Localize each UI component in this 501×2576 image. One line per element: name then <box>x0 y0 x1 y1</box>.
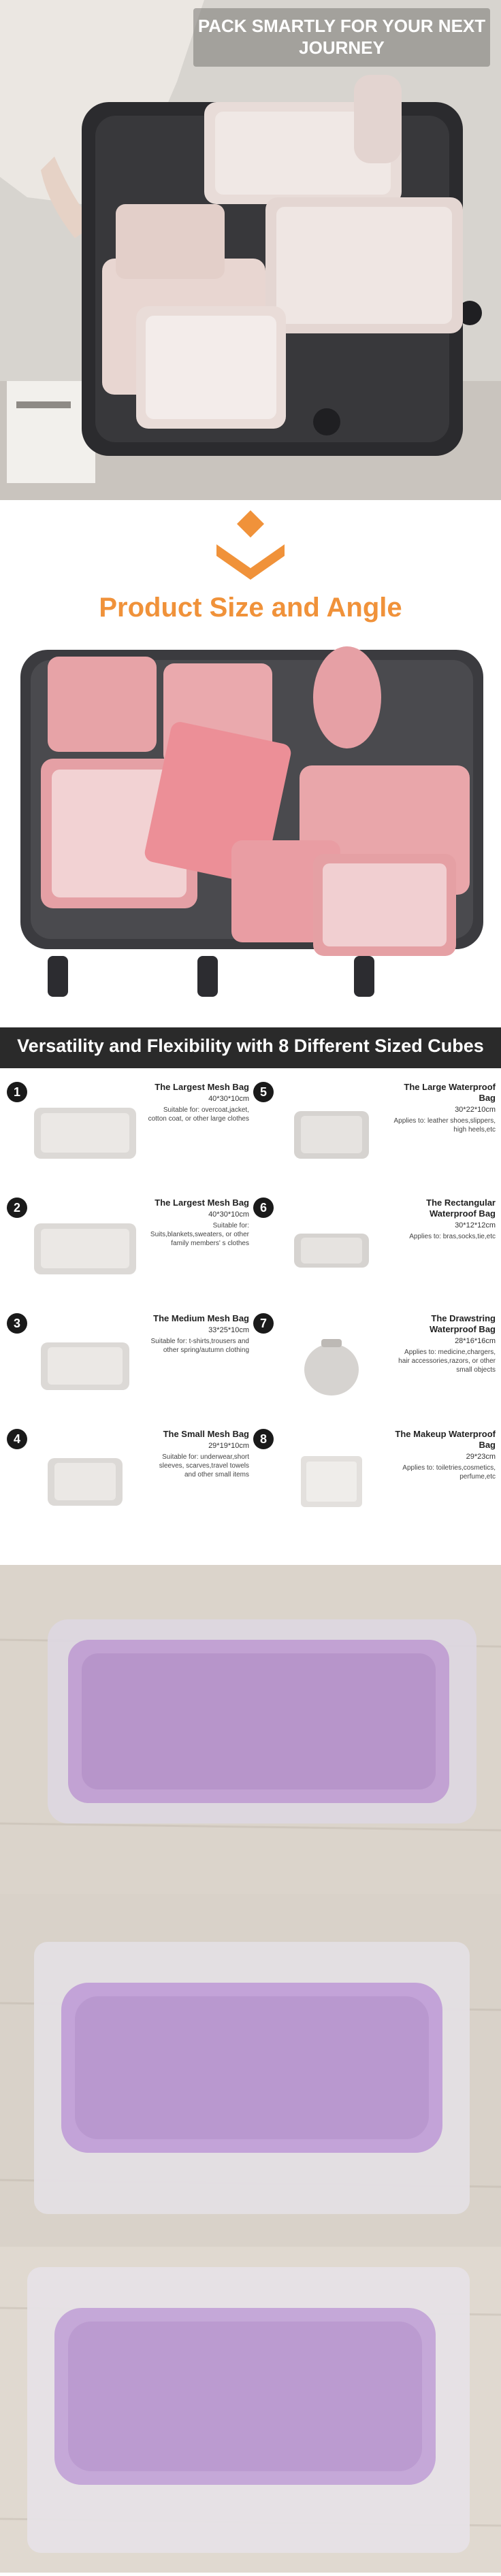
cube-item <box>253 1082 497 1177</box>
packaged-product-photo <box>0 1565 501 1894</box>
cube-item <box>7 1082 251 1177</box>
cube-image <box>20 1101 147 1166</box>
cube-number: 1 <box>7 1082 27 1102</box>
hero-banner-text: PACK SMARTLY FOR YOUR NEXT JOURNEY <box>197 16 486 58</box>
cube-image <box>267 1217 393 1281</box>
product-angle-section <box>0 500 501 1027</box>
cube-desc: Suitable for: t-shirts,trousers and other spring/autumn clothing <box>150 1338 249 1354</box>
cube-size: 29*19*10cm <box>208 1442 249 1450</box>
cube-number: 2 <box>7 1198 27 1218</box>
cube-name: The Largest Mesh Bag <box>155 1082 249 1092</box>
cube-image <box>267 1332 393 1397</box>
cube-name: The Makeup Waterproof Bag <box>395 1429 496 1450</box>
cube-item <box>7 1429 251 1524</box>
cube-number: 7 <box>253 1313 274 1334</box>
packaged-bag-image <box>0 1565 501 1894</box>
cube-image <box>20 1332 147 1397</box>
cube-name: The Drawstring Waterproof Bag <box>429 1313 496 1334</box>
cube-number: 6 <box>253 1198 274 1218</box>
cubes-heading-bar <box>0 1027 501 1068</box>
hero-banner <box>193 8 490 67</box>
cube-size: 33*25*10cm <box>208 1326 249 1334</box>
cube-item <box>7 1313 251 1408</box>
cube-item <box>253 1429 497 1524</box>
hero-section <box>0 0 501 500</box>
cube-image <box>267 1101 393 1166</box>
packaged-bag-image <box>0 1894 501 2247</box>
cube-name: The Medium Mesh Bag <box>153 1313 249 1323</box>
cube-number: 5 <box>253 1082 274 1102</box>
cube-size: 40*30*10cm <box>208 1210 249 1219</box>
packaged-product-photo <box>0 2247 501 2573</box>
cubes-section <box>0 1027 501 1565</box>
packaged-product-photo <box>0 1894 501 2247</box>
cube-image <box>20 1217 147 1281</box>
cube-image <box>20 1448 147 1513</box>
cube-desc: Suitable for: underwear,short sleeves, scarves,travel towels and other small items <box>159 1453 249 1479</box>
cube-name: The Small Mesh Bag <box>163 1429 249 1439</box>
cube-desc: Suitable for: Suits,blankets,sweaters, or other family members' s clothes <box>150 1222 249 1247</box>
cube-name: The Rectangular Waterproof Bag <box>426 1198 496 1219</box>
hero-photo <box>0 0 501 500</box>
cube-desc: Applies to: leather shoes,slippers, high heels,etc <box>393 1117 496 1134</box>
cube-item <box>253 1198 497 1293</box>
cube-name: The Large Waterproof Bag <box>404 1082 496 1103</box>
cube-number: 4 <box>7 1429 27 1449</box>
section-title: Product Size and Angle <box>99 593 402 623</box>
cubes-heading: Versatility and Flexibility with 8 Different Sized Cubes <box>17 1036 484 1056</box>
cube-desc: Applies to: bras,socks,tie,etc <box>409 1233 496 1240</box>
chevron-down-icon <box>0 507 501 589</box>
cube-size: 40*30*10cm <box>208 1095 249 1103</box>
cube-number: 3 <box>7 1313 27 1334</box>
cube-item <box>253 1313 497 1408</box>
open-suitcase-photo <box>0 636 501 1017</box>
cube-desc: Applies to: toiletries,cosmetics, perfume,etc <box>402 1464 496 1481</box>
cube-item <box>7 1198 251 1293</box>
packaged-bag-image <box>0 2247 501 2573</box>
cube-desc: Applies to: medicine,chargers, hair accessories,razors, or other small objects <box>398 1349 496 1374</box>
cube-size: 29*23cm <box>466 1453 496 1461</box>
cube-image <box>267 1448 393 1513</box>
cube-size: 30*22*10cm <box>455 1106 496 1114</box>
cube-size: 30*12*12cm <box>455 1221 496 1229</box>
cube-desc: Suitable for: overcoat,jacket, cotton coat, or other large clothes <box>148 1106 249 1123</box>
cube-number: 8 <box>253 1429 274 1449</box>
cube-size: 28*16*16cm <box>455 1337 496 1345</box>
cube-name: The Largest Mesh Bag <box>155 1198 249 1208</box>
